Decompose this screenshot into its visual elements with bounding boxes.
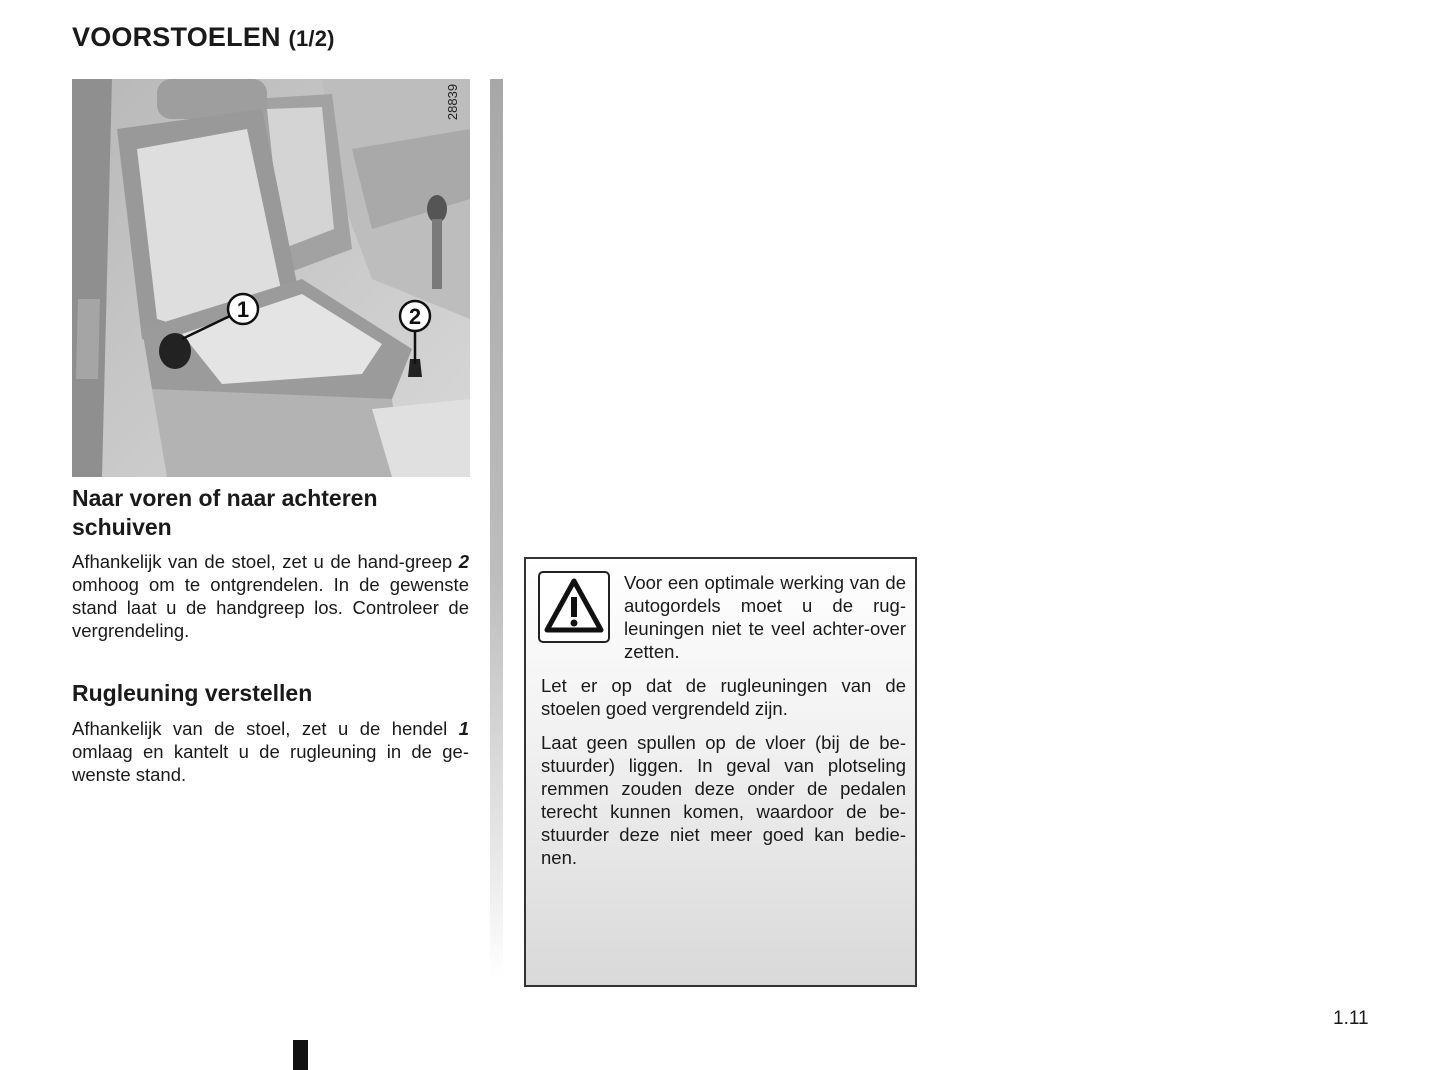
- heading-slide: [72, 484, 472, 542]
- lever-ref: 1: [458, 718, 469, 739]
- seat-illustration: [72, 79, 470, 477]
- warning-text-2: Let er op dat de rugleuningen van de stoelen goed vergrendeld zijn.: [541, 675, 906, 719]
- warning-triangle-icon: [538, 571, 610, 643]
- heading-slide-line1: Naar voren of naar achteren: [72, 485, 378, 511]
- callout-1-label: 1: [236, 297, 250, 322]
- handle-ref: 2: [458, 551, 469, 572]
- text-backrest-a: Afhankelijk van de stoel, zet u de hendel: [72, 718, 459, 739]
- text-slide-a: Afhankelijk van de stoel, zet u de hand-greep: [72, 551, 459, 572]
- warning-text-1: Voor een optimale werking van de autogordels moet u de rug-leuningen niet te veel achter-over zetten.: [624, 572, 906, 662]
- text-slide-b: omhoog om te ontgrendelen. In de gewenste stand laat u de handgreep los. Controleer de vergrendeling.: [72, 574, 469, 641]
- page-title: [72, 22, 335, 53]
- heading-backrest: Rugleuning verstellen: [72, 680, 313, 706]
- warning-box: [524, 557, 917, 987]
- warning-text-3: Laat geen spullen op de vloer (bij de be-stuurder) liggen. In geval van plotseling remmen zouden deze onder de pedalen terecht kunnen komen, waardoor de be-stuurder deze niet meer goed kan bedie-nen.: [541, 732, 906, 868]
- text-backrest-b: omlaag en kantelt u de rugleuning in de ge-wenste stand.: [72, 741, 469, 785]
- callout-2-label: 2: [408, 304, 422, 329]
- heading-slide-line2: schuiven: [72, 514, 172, 540]
- page-number: 1.11: [1333, 1008, 1369, 1029]
- text-slide: [72, 550, 469, 642]
- title-part: (1/2): [288, 26, 335, 51]
- column-divider: [490, 79, 503, 979]
- title-text: VOORSTOELEN: [72, 22, 281, 52]
- seat-photo: [72, 79, 470, 477]
- text-backrest: [72, 717, 469, 786]
- figure-code: 28839: [445, 83, 460, 121]
- footer-mark: [293, 1040, 308, 1070]
